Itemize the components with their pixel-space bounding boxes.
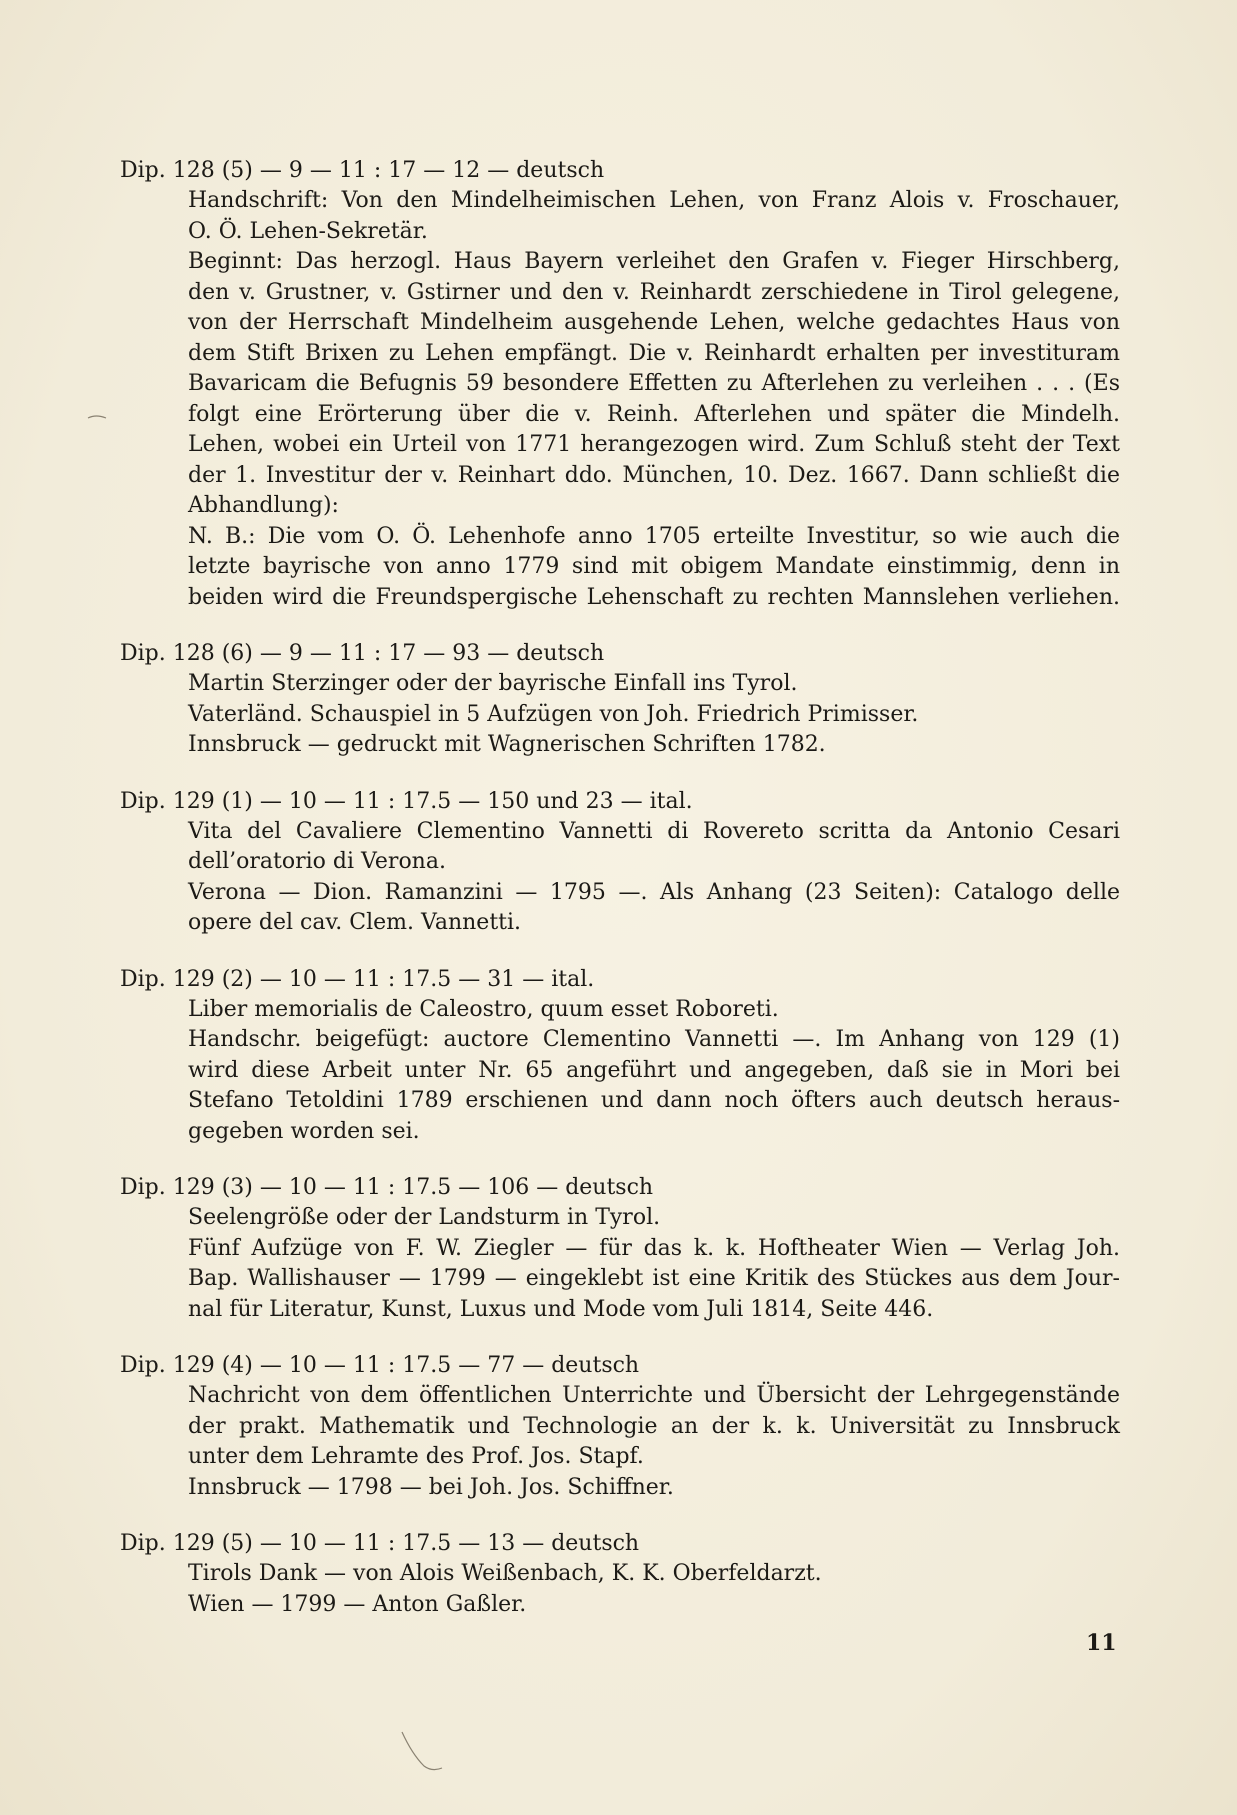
- scribble-mark: [398, 1728, 448, 1778]
- catalog-entry: [120, 1173, 1120, 1325]
- entry-heading: Dip. 129 (3) — 10 — 11 : 17.5 — 106 — deutsch: [120, 1175, 654, 1200]
- text-line: letzte bayrische von anno 1779 sind mit obigem Mandate einstimmig, denn in: [188, 554, 1120, 579]
- text-line: der 1. Investitur der v. Reinhart ddo. München, 10. Dez. 1667. Dann schließt die: [188, 462, 1120, 488]
- page-number: 11: [1086, 1630, 1117, 1656]
- entry-heading: Dip. 129 (4) — 10 — 11 : 17.5 — 77 — deutsch: [120, 1353, 640, 1378]
- text-line: Liber memorialis de Caleostro, quum esset Roboreti.: [188, 996, 779, 1022]
- entry-description: [120, 186, 1120, 613]
- text-line: den v. Grustner, v. Gstirner und den v. Reinhardt zerschiedene in Tirol gelegene,: [188, 279, 1120, 305]
- text-line: Bap. Wallishauser — 1799 — eingeklebt ist eine Kritik des Stückes aus dem Jour-: [188, 1266, 1120, 1291]
- entry-description: [120, 1203, 1120, 1325]
- text-line: gegeben worden sei.: [188, 1118, 420, 1144]
- text-line: Lehen, wobei ein Urteil von 1771 herangezogen wird. Zum Schluß steht der Text: [188, 432, 1120, 457]
- text-line: beiden wird die Freundspergische Lehenschaft zu rechten Mannslehen verliehen.: [188, 584, 1120, 610]
- text-line: unter dem Lehramte des Prof. Jos. Stapf.: [188, 1444, 644, 1469]
- text-line: Tirols Dank — von Alois Weißenbach, K. K. Oberfeldarzt.: [188, 1561, 822, 1586]
- text-line: Wien — 1799 — Anton Gaßler.: [188, 1591, 527, 1617]
- text-line: Vita del Cavaliere Clementino Vannetti di Rovereto scritta da Antonio Cesari: [188, 818, 1120, 844]
- text-line: Seelengröße oder der Landsturm in Tyrol.: [188, 1205, 661, 1230]
- entry-heading: Dip. 128 (6) — 9 — 11 : 17 — 93 — deutsch: [120, 641, 605, 666]
- text-line: O. Ö. Lehen-Sekretär.: [188, 218, 428, 244]
- text-line: folgt eine Erörterung über die v. Reinh. Afterlehen und später die Mindelh.: [188, 401, 1120, 427]
- text-line: dell’oratorio di Verona.: [188, 849, 446, 874]
- catalog-entry: [120, 156, 1120, 613]
- catalog-entries: [120, 156, 1120, 1646]
- entry-description: [120, 817, 1120, 939]
- text-line: Innsbruck — 1798 — bei Joh. Jos. Schiffner.: [188, 1474, 674, 1500]
- text-line: Stefano Tetoldini 1789 erschienen und dann noch öfters auch deutsch heraus-: [188, 1088, 1120, 1113]
- text-line: Abhandlung):: [188, 493, 339, 518]
- text-line: von der Herrschaft Mindelheim ausgehende Lehen, welche gedachtes Haus von: [188, 310, 1120, 335]
- text-line: Handschr. beigefügt: auctore Clementino Vannetti —. Im Anhang von 129 (1): [188, 1027, 1120, 1052]
- text-line: dem Stift Brixen zu Lehen empfängt. Die v. Reinhardt erhalten per investituram: [188, 340, 1120, 366]
- text-line: wird diese Arbeit unter Nr. 65 angeführt und angegeben, daß sie in Mori bei: [188, 1057, 1120, 1083]
- text-line: Bavaricam die Befugnis 59 besondere Effetten zu Afterlehen zu verleihen . . . (Es: [188, 371, 1120, 396]
- text-line: opere del cav. Clem. Vannetti.: [188, 910, 522, 935]
- entry-heading: Dip. 129 (2) — 10 — 11 : 17.5 — 31 — ital.: [120, 966, 595, 992]
- catalog-entry: [120, 639, 1120, 761]
- text-line: Martin Sterzinger oder der bayrische Einfall ins Tyrol.: [188, 671, 798, 696]
- text-line: nal für Literatur, Kunst, Luxus und Mode vom Juli 1814, Seite 446.: [188, 1296, 934, 1322]
- text-line: Handschrift: Von den Mindelheimischen Lehen, von Franz Alois v. Froschauer,: [188, 188, 1120, 213]
- entry-description: [120, 669, 1120, 761]
- text-line: N. B.: Die vom O. Ö. Lehenhofe anno 1705 erteilte Investitur, so wie auch die: [188, 523, 1120, 549]
- entry-description: [120, 1381, 1120, 1503]
- entry-description: [120, 995, 1120, 1148]
- catalog-entry: [120, 1529, 1120, 1620]
- text-line: Fünf Aufzüge von F. W. Ziegler — für das k. k. Hoftheater Wien — Verlag Joh.: [188, 1235, 1120, 1261]
- text-line: Beginnt: Das herzogl. Haus Bayern verleihet den Grafen v. Fieger Hirschberg,: [188, 249, 1120, 274]
- entry-heading: Dip. 129 (5) — 10 — 11 : 17.5 — 13 — deutsch: [120, 1531, 640, 1556]
- catalog-entry: [120, 1351, 1120, 1503]
- entry-description: [120, 1559, 1120, 1620]
- text-line: Verona — Dion. Ramanzini — 1795 —. Als Anhang (23 Seiten): Catalogo delle: [188, 879, 1120, 905]
- text-line: Vaterländ. Schauspiel in 5 Aufzügen von Joh. Friedrich Primisser.: [188, 701, 919, 727]
- text-line: der prakt. Mathematik und Technologie an der k. k. Universität zu Innsbruck: [188, 1413, 1120, 1439]
- entry-heading: Dip. 128 (5) — 9 — 11 : 17 — 12 — deutsch: [120, 158, 605, 183]
- catalog-entry: [120, 965, 1120, 1148]
- catalog-entry: [120, 787, 1120, 939]
- text-line: Nachricht von dem öffentlichen Unterrichte und Übersicht der Lehrgegenstände: [188, 1383, 1120, 1408]
- text-line: Innsbruck — gedruckt mit Wagnerischen Schriften 1782.: [188, 732, 826, 757]
- margin-mark: [86, 410, 110, 424]
- entry-heading: Dip. 129 (1) — 10 — 11 : 17.5 — 150 und 23 — ital.: [120, 788, 693, 814]
